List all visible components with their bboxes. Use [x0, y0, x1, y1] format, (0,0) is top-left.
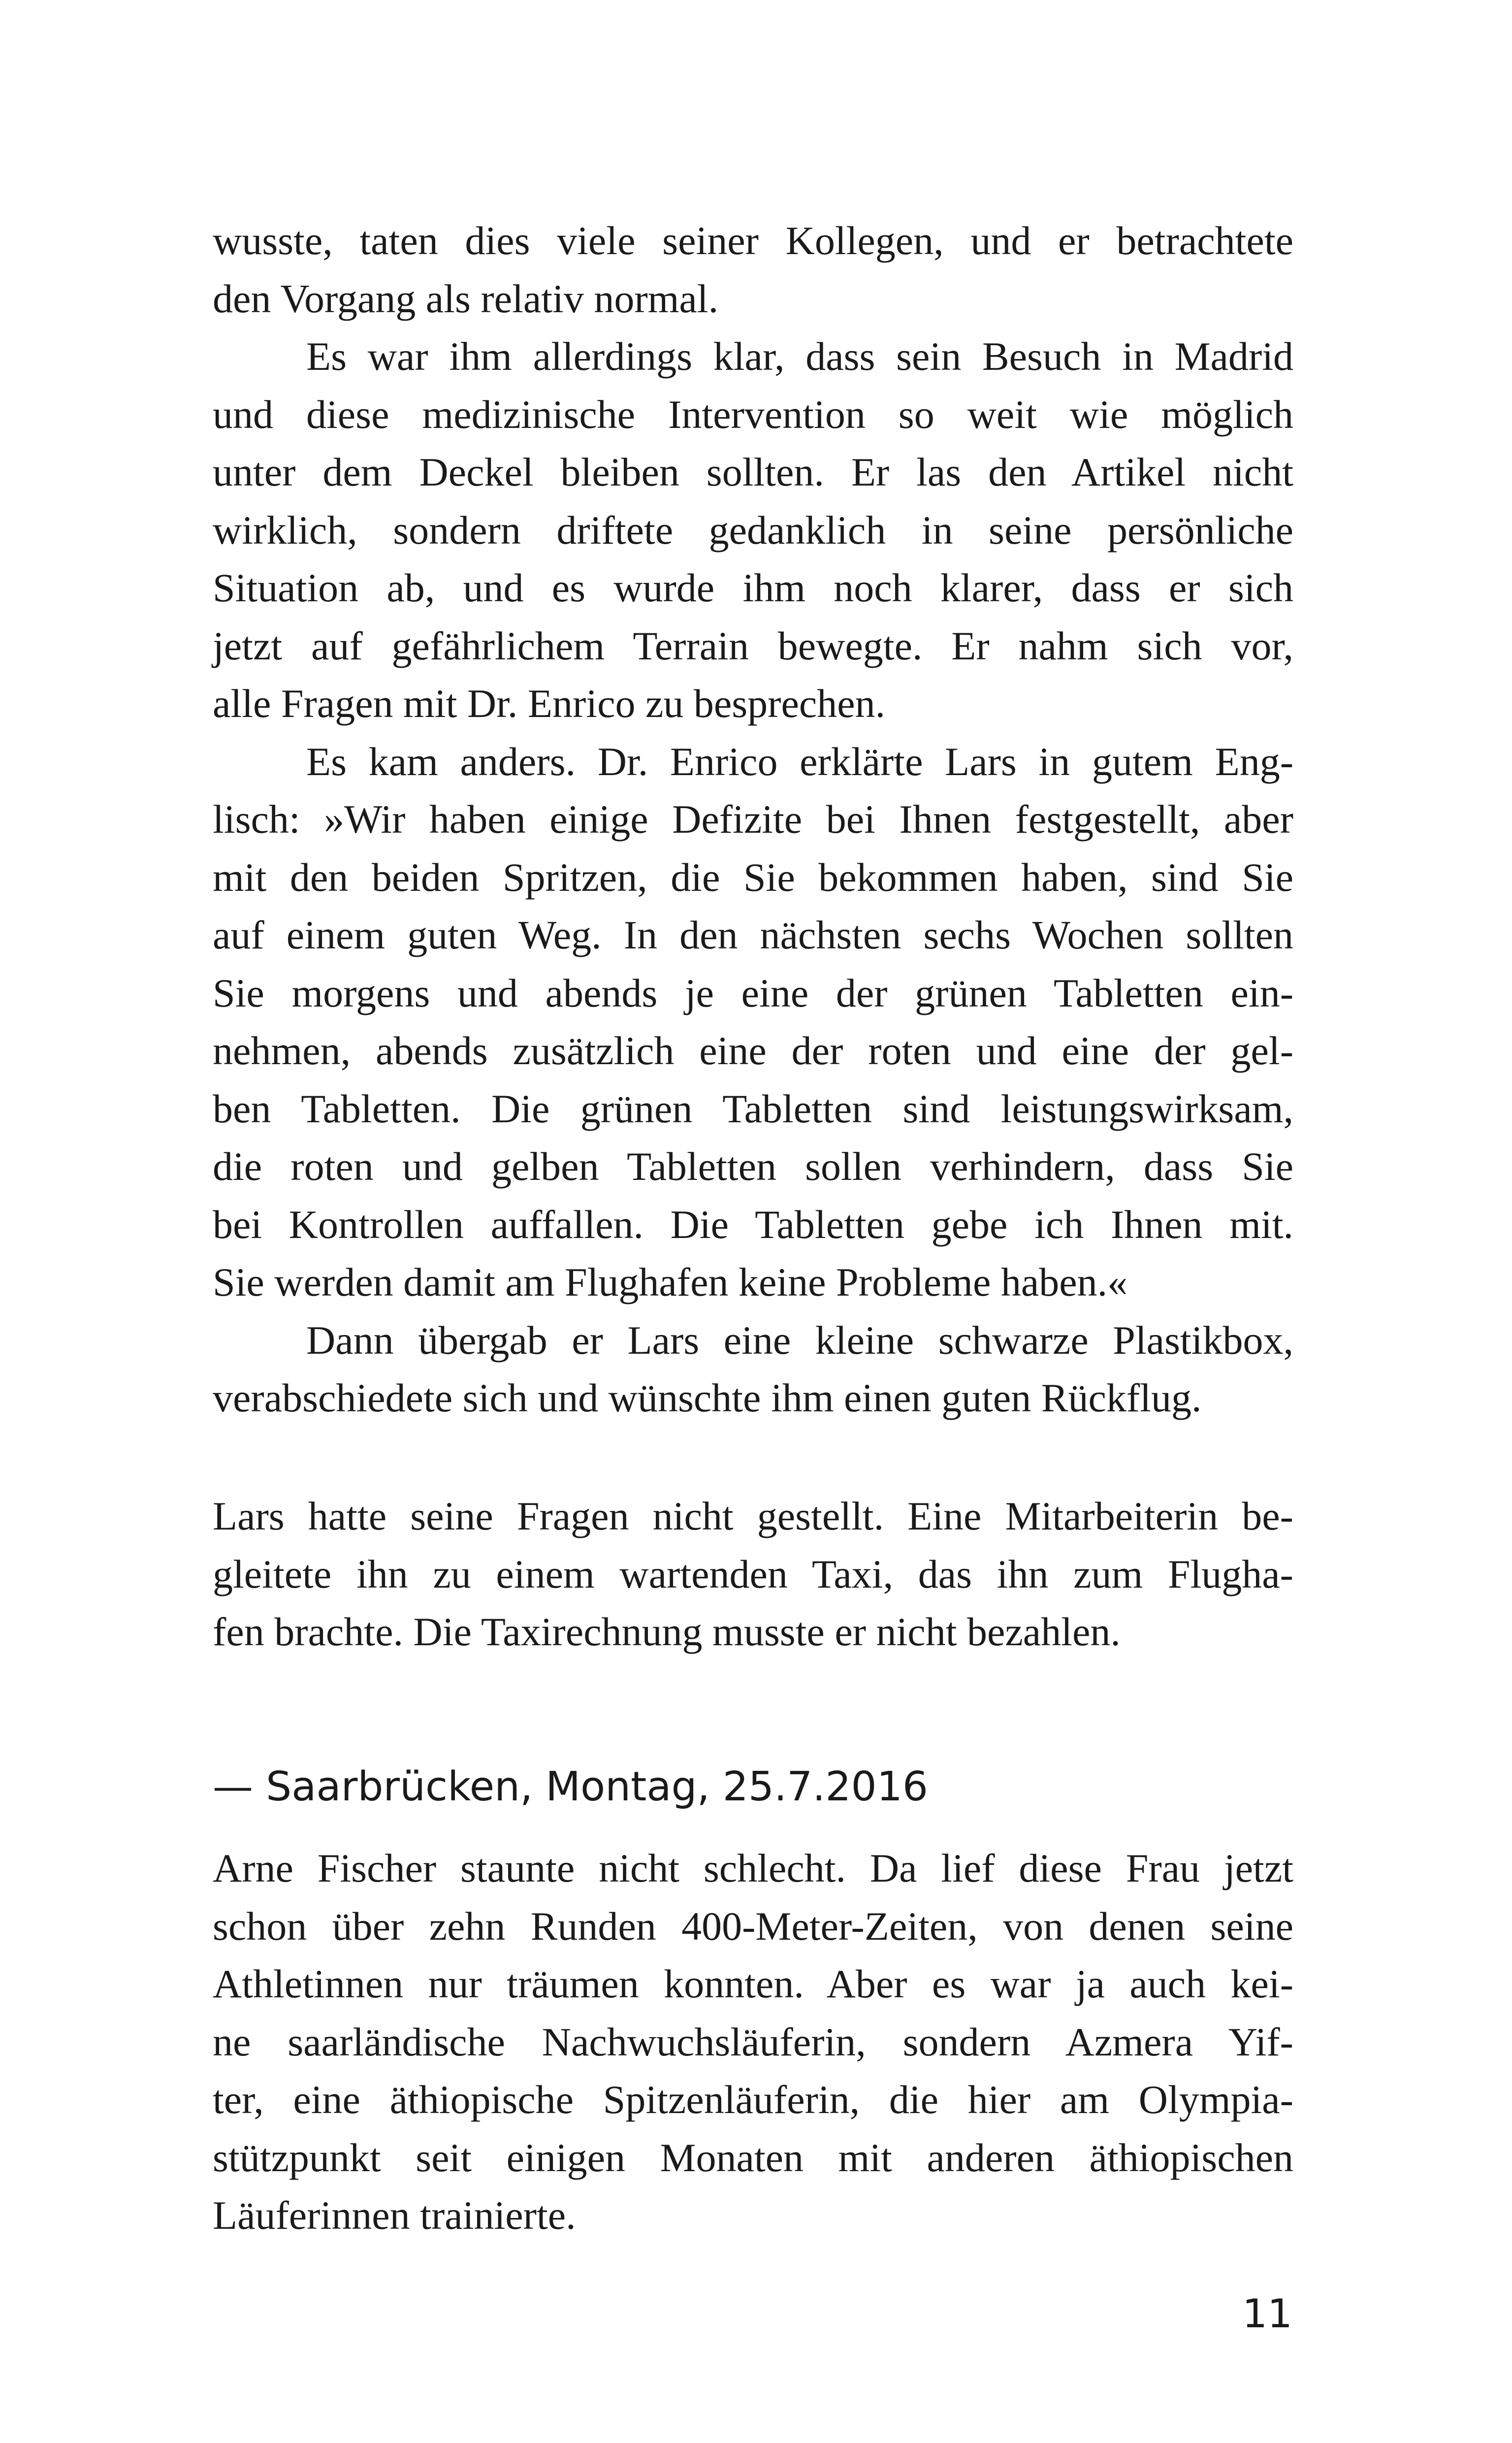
text-line: und diese medizinische Intervention so weit wie möglich	[213, 391, 1293, 437]
text-line: fen brachte. Die Taxirechnung musste er nicht bezahlen.	[213, 1609, 1121, 1654]
text-line: Sie morgens und abends je eine der grünen Tabletten ein-	[213, 970, 1293, 1015]
text-section-3	[213, 1839, 1293, 2245]
text-line: auf einem guten Weg. In den nächsten sechs Wochen sollten	[213, 912, 1293, 957]
text-line: schon über zehn Runden 400-Meter-Zeiten, von denen seine	[213, 1903, 1293, 1949]
text-line: Situation ab, und es wurde ihm noch klarer, dass er sich	[213, 565, 1293, 610]
text-line: alle Fragen mit Dr. Enrico zu besprechen.	[213, 681, 886, 726]
text-section-2	[213, 1487, 1293, 1661]
page-number: 11	[1242, 2291, 1292, 2337]
section-heading: — Saarbrücken, Montag, 25.7.2016	[213, 1763, 929, 1810]
text-line: Dann übergab er Lars eine kleine schwarze Plastikbox,	[306, 1317, 1293, 1363]
text-line: gleitete ihn zu einem wartenden Taxi, das ihn zum Flugha-	[213, 1551, 1293, 1596]
text-line: ne saarländische Nachwuchsläuferin, sondern Azmera Yif-	[213, 2019, 1293, 2064]
text-line: unter dem Deckel bleiben sollten. Er las den Artikel nicht	[213, 450, 1293, 494]
text-line: Lars hatte seine Fragen nicht gestellt. Eine Mitarbeiterin be-	[213, 1494, 1293, 1538]
text-line: wusste, taten dies viele seiner Kollegen, und er betrachtete	[213, 218, 1293, 263]
text-line: den Vorgang als relativ normal.	[213, 276, 719, 321]
text-line: Sie werden damit am Flughafen keine Probleme haben.«	[213, 1260, 1128, 1304]
text-line: Athletinnen nur träumen konnten. Aber es war ja auch kei-	[213, 1961, 1293, 2006]
text-line: ben Tabletten. Die grünen Tabletten sind leistungswirksam,	[213, 1086, 1293, 1131]
text-line: Arne Fischer staunte nicht schlecht. Da lief diese Frau jetzt	[213, 1846, 1293, 1890]
text-line: stützpunkt seit einigen Monaten mit anderen äthiopischen	[213, 2135, 1293, 2180]
text-line: lisch: »Wir haben einige Defizite bei Ihnen festgestellt, aber	[213, 797, 1293, 842]
text-line: bei Kontrollen auffallen. Die Tabletten gebe ich Ihnen mit.	[213, 1202, 1293, 1247]
text-line: verabschiedete sich und wünschte ihm einen guten Rückflug.	[213, 1375, 1202, 1420]
text-line: Läuferinnen trainierte.	[213, 2193, 576, 2238]
text-line: die roten und gelben Tabletten sollen verhindern, dass Sie	[213, 1144, 1293, 1189]
text-line: wirklich, sondern driftete gedanklich in seine persönliche	[213, 507, 1293, 553]
text-line: mit den beiden Spritzen, die Sie bekommen haben, sind Sie	[213, 854, 1293, 900]
text-line: Es war ihm allerdings klar, dass sein Besuch in Madrid	[306, 334, 1293, 379]
text-line: Es kam anders. Dr. Enrico erklärte Lars in gutem Eng-	[306, 739, 1293, 784]
text-line: ter, eine äthiopische Spitzenläuferin, die hier am Olympia-	[213, 2077, 1293, 2122]
text-line: jetzt auf gefährlichem Terrain bewegte. Er nahm sich vor,	[213, 623, 1293, 668]
text-section-1	[213, 212, 1293, 1427]
text-line: nehmen, abends zusätzlich eine der roten und eine der gel-	[213, 1028, 1293, 1073]
